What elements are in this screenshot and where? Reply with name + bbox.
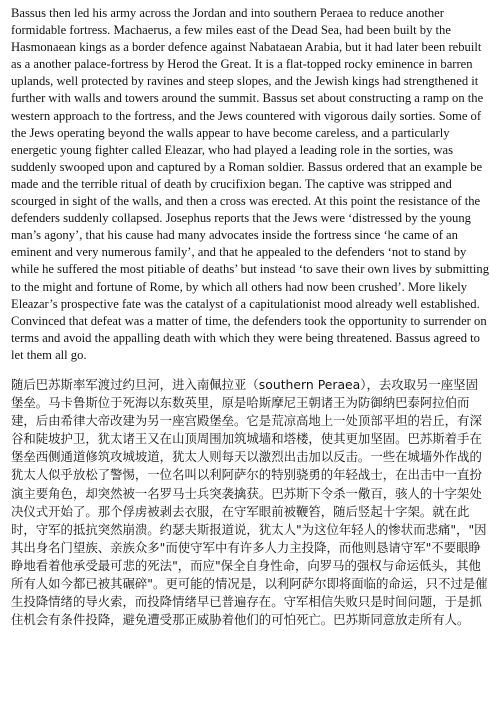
chinese-translation-paragraph: 随后巴苏斯率军渡过约旦河，进入南佩拉亚（southern Peraea），去攻取另一座坚固堡垒。马卡鲁斯位于死海以东数英里，原是哈斯摩尼王朝诸王为防御纳巴泰阿拉伯而建，后由希律大帝改建为另一座宫殿堡垒。它是荒凉高地上一处顶部平坦的岩丘，有深谷和陡坡护卫，犹太诸王又在山顶周围加筑城墙和塔楼，使其更加坚固。巴苏斯着手在堡垒西侧通道修筑攻城坡道，犹太人则每天以激烈出击加以反击。一些在城墙外作战的犹太人似乎放松了警惕，一位名叫以利阿萨尔的特别骁勇的年轻战士，在出击中一直扮演主要角色，却突然被一名罗马士兵突袭擒获。巴苏斯下令杀一儆百，骇人的十字架处决仪式开始了。那个俘虏被剥去衣服，在守军眼前被鞭笞，随后竖起十字架。就在此时，守军的抵抗突然崩溃。约瑟夫斯报道说，犹太人"为这位年轻人的惨状而悲痛"，"因其出身名门望族、亲族众多"而使守军中有许多人力主投降，而他则恳请守军"不要眼睁睁地看着他承受最可悲的死法"，而应"保全自身性命，向罗马的强权与命运低头，其他所有人如今都已被其碾碎"。更可能的情况是，以利阿萨尔即将面临的命运，只不过是催生投降情绪的导火索，而投降情绪早已普遍存在。守军相信失败只是时间问题，于是抓住机会有条件投降，避免遭受那正威胁着他们的可怕死亡。巴苏斯同意放走所有人。 bbox=[11, 376, 488, 628]
english-paragraph: Bassus then led his army across the Jordan and into southern Peraea to reduce another formidable fortress. Machaerus, a few miles east of the Dead Sea, had been built by the Hasmonaean kings as a border defence against Nabataean Arabia, but it had later been rebuilt as a another palace-fortress by Herod the Great. It is a flat-topped rocky eminence in barren uplands, well protected by ravines and steep slopes, and the Jewish kings had strengthened it further with walls and towers around the summit. Bassus set about constructing a ramp on the western approach to the fortress, and the Jews countered with vigorous daily sorties. Some of the Jews operating beyond the walls appear to have become careless, and a particularly energetic young fighter called Eleazar, who had played a leading role in the sorties, was suddenly swooped upon and captured by a Roman soldier. Bassus ordered that an example be made and the terrible ritual of death by crucifixion began. The captive was stripped and scourged in sight of the walls, and then a cross was erected. At this point the resistance of the defenders suddenly collapsed. Josephus reports that the Jews were ‘distressed by the young man’s agony’, that his cause had many advocates inside the fortress since ‘he came of an eminent and very numerous family’, and that he appealed to the defenders ‘not to stand by while he suffered the most pitiable of deaths’ but instead ‘to save their own lives by submitting to the might and fortune of Rome, by which all others had now been crushed’. More likely Eleazar’s prospective fate was the catalyst of a capitulationist mood already well established. Convinced that defeat was a matter of time, the defenders took the opportunity to surrender on terms and avoid the appalling death with which they were being threatened. Bassus agreed to let them all go. bbox=[11, 6, 489, 362]
